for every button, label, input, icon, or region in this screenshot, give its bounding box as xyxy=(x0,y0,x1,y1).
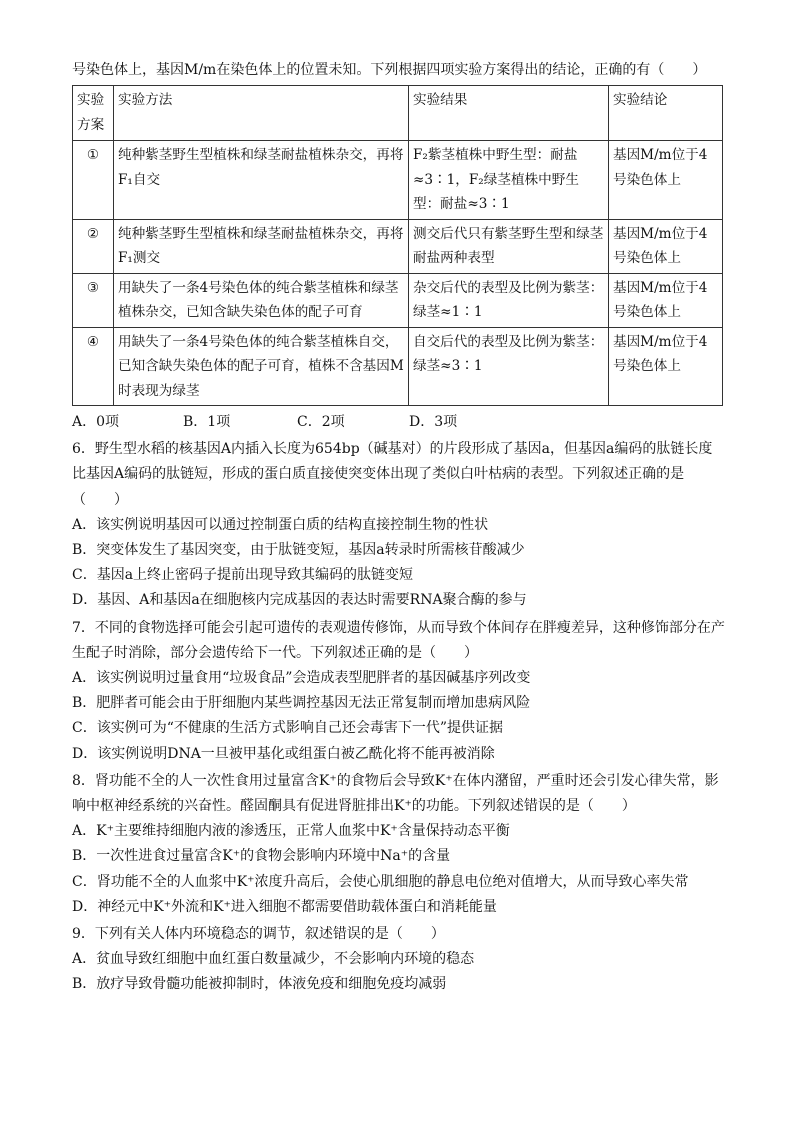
option-d[interactable]: D．神经元中K⁺外流和K⁺进入细胞不都需要借助载体蛋白和消耗能量 xyxy=(72,898,497,915)
choice-d[interactable]: D．3项 xyxy=(409,414,458,431)
table-row xyxy=(73,273,723,327)
option-c[interactable]: C．肾功能不全的人血浆中K⁺浓度升高后，会使心肌细胞的静息电位绝对值增大，从而导致心率失常 xyxy=(72,873,689,890)
question-9 xyxy=(72,922,722,998)
header-scheme: 实验方案 xyxy=(73,86,114,141)
question-stem-line: 响中枢神经系统的兴奋性。醛固酮具有促进肾脏排出K⁺的功能。下列叙述错误的是（ ） xyxy=(72,798,636,815)
option-a[interactable]: A．该实例说明基因可以通过控制蛋白质的结构直接控制生物的性状 xyxy=(72,516,489,533)
row-conclusion: 基因M/m位于4号染色体上 xyxy=(609,273,723,327)
header-method: 实验方法 xyxy=(114,86,409,141)
row-result: 测交后代只有紫茎野生型和绿茎耐盐两种表型 xyxy=(409,219,609,273)
question-stem-line: 生配子时消除，部分会遗传给下一代。下列叙述正确的是（ ） xyxy=(72,644,478,661)
question-stem-line: 9．下列有关人体内环境稳态的调节，叙述错误的是（ ） xyxy=(72,926,445,943)
header-result: 实验结果 xyxy=(409,86,609,141)
option-a[interactable]: A．该实例说明过量食用“垃圾食品”会造成表型肥胖者的基因碱基序列改变 xyxy=(72,670,531,687)
option-c[interactable]: C．该实例可为“不健康的生活方式影响自己还会毒害下一代”提供证据 xyxy=(72,720,504,737)
header-conclusion: 实验结论 xyxy=(609,86,723,141)
option-d[interactable]: D．该实例说明DNA一旦被甲基化或组蛋白被乙酰化将不能再被消除 xyxy=(72,745,495,762)
question-stem-line: （ ） xyxy=(72,491,128,508)
table-row xyxy=(73,219,723,273)
row-result: 杂交后代的表型及比例为紫茎：绿茎≈1∶1 xyxy=(409,273,609,327)
question-8 xyxy=(72,769,722,920)
row-conclusion: 基因M/m位于4号染色体上 xyxy=(609,219,723,273)
question-6 xyxy=(72,437,722,613)
option-a[interactable]: A．贫血导致红细胞中血红蛋白数量减少，不会影响内环境的稳态 xyxy=(72,951,475,968)
option-b[interactable]: B．肥胖者可能会由于肝细胞内某些调控基因无法正常复制而增加患病风险 xyxy=(72,695,531,712)
question-stem-line: 6．野生型水稻的核基因A内插入长度为654bp（碱基对）的片段形成了基因a，但基因a编码的肽链长度 xyxy=(72,441,713,458)
row-conclusion: 基因M/m位于4号染色体上 xyxy=(609,327,723,406)
row-number: ① xyxy=(73,141,114,220)
exam-page xyxy=(72,58,725,998)
row-method: 纯种紫茎野生型植株和绿茎耐盐植株杂交，再将F₁测交 xyxy=(114,219,409,273)
question-5-choices xyxy=(72,409,722,435)
option-b[interactable]: B．放疗导致骨髓功能被抑制时，体液免疫和细胞免疫均减弱 xyxy=(72,976,447,993)
question-stem-line: 比基因A编码的肽链短，形成的蛋白质直接使突变体出现了类似白叶枯病的表型。下列叙述正确的是 xyxy=(72,466,685,483)
row-number: ④ xyxy=(73,327,114,406)
row-number: ② xyxy=(73,219,114,273)
choice-a[interactable]: A．0项 xyxy=(72,414,120,431)
option-b[interactable]: B．突变体发生了基因突变，由于肽链变短，基因a转录时所需核苷酸减少 xyxy=(72,542,525,559)
row-method: 用缺失了一条4号染色体的纯合紫茎植株自交，已知含缺失染色体的配子可育，植株不含基因M时表现为绿茎 xyxy=(114,327,409,406)
table-header-row xyxy=(73,86,723,141)
option-d[interactable]: D．基因、A和基因a在细胞核内完成基因的表达时需要RNA聚合酶的参与 xyxy=(72,592,527,609)
row-method: 纯种紫茎野生型植株和绿茎耐盐植株杂交，再将F₁自交 xyxy=(114,141,409,220)
question-7 xyxy=(72,616,725,767)
question-stem-line: 8．肾功能不全的人一次性食用过量富含K⁺的食物后会导致K⁺在体内潴留，严重时还会引发心律失常，影 xyxy=(72,772,719,789)
row-result: F₂紫茎植株中野生型：耐盐≈3∶1，F₂绿茎植株中野生型：耐盐≈3∶1 xyxy=(409,141,609,220)
option-b[interactable]: B．一次性进食过量富含K⁺的食物会影响内环境中Na⁺的含量 xyxy=(72,848,451,865)
row-method: 用缺失了一条4号染色体的纯合紫茎植株和绿茎植株杂交，已知含缺失染色体的配子可育 xyxy=(114,273,409,327)
experiment-table xyxy=(72,85,723,406)
row-number: ③ xyxy=(73,273,114,327)
option-a[interactable]: A．K⁺主要维持细胞内液的渗透压，正常人血浆中K⁺含量保持动态平衡 xyxy=(72,823,510,840)
option-c[interactable]: C．基因a上终止密码子提前出现导致其编码的肽链变短 xyxy=(72,567,414,584)
row-result: 自交后代的表型及比例为紫茎：绿茎≈3∶1 xyxy=(409,327,609,406)
row-conclusion: 基因M/m位于4号染色体上 xyxy=(609,141,723,220)
question-stem-line: 7．不同的食物选择可能会引起可遗传的表观遗传修饰，从而导致个体间存在胖瘦差异，这种修饰部分在产 xyxy=(72,619,725,636)
choice-b[interactable]: B．1项 xyxy=(183,414,231,431)
choice-c[interactable]: C．2项 xyxy=(297,414,345,431)
table-row xyxy=(73,327,723,406)
table-row xyxy=(73,141,723,220)
question-5-stem-tail: 号染色体上，基因M/m在染色体上的位置未知。下列根据四项实验方案得出的结论，正确的有（ ） xyxy=(72,62,707,78)
